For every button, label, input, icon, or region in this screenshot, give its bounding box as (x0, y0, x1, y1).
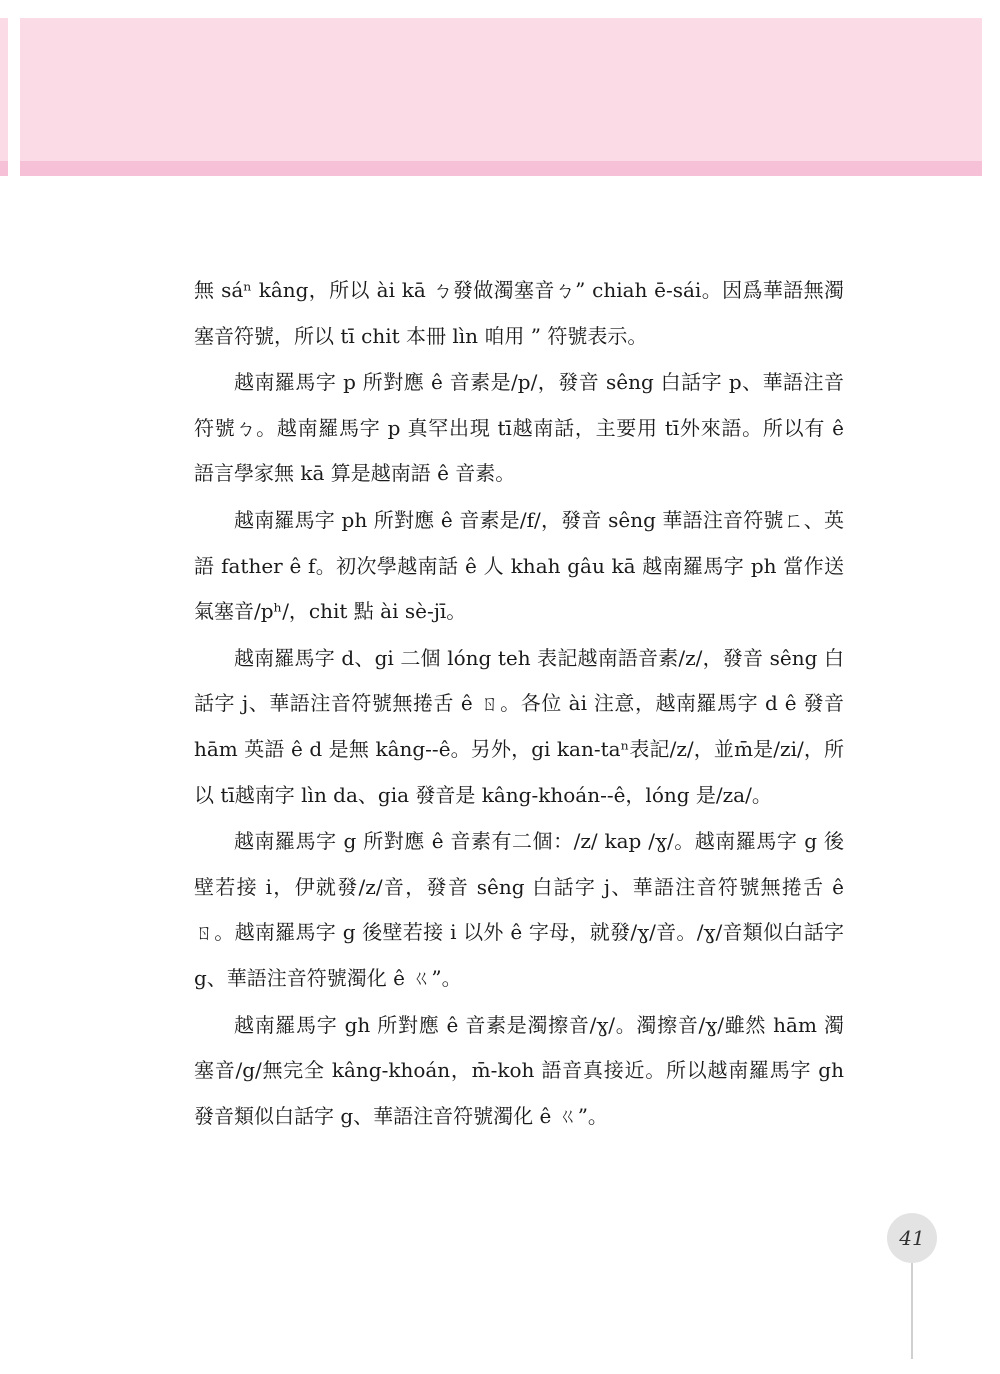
paragraph: 越南羅馬字 g 所對應 ê 音素有二個：/z/ kap /ɣ/。越南羅馬字 g 後壁若接 i，伊就發/z/音，發音 sêng 白話字 j、華語注音符號無捲舌 ê ㄖ。越南羅馬字 g 後壁若接 i 以外 ê 字母，就發/ɣ/音。/ɣ/音類似白話字 g、華語注音符號濁化 ê ㄍ”。 (194, 829, 844, 990)
paragraph: 越南羅馬字 ph 所對應 ê 音素是/f/，發音 sêng 華語注音符號ㄈ、英語 father ê f。初次學越南話 ê 人 khah gâu kā 越南羅馬字 ph 當作送氣塞音/pʰ/，chit 點 ài sè-jī。 (194, 507, 844, 624)
paragraph: 越南羅馬字 gh 所對應 ê 音素是濁擦音/ɣ/。濁擦音/ɣ/雖然 hām 濁塞音/g/無完全 kâng-khoán，m̄-koh 語音真接近。所以越南羅馬字 gh 發音類似白話字 g、華語注音符號濁化 ê ㄍ”。 (194, 1012, 844, 1128)
paragraph: 無 sáⁿ kâng，所以 ài kā ㄅ發做濁塞音ㄅ” chiah ē-sái。因爲華語無濁塞音符號，所以 tī chit 本冊 lìn 咱用 ” 符號表示。 (194, 278, 844, 348)
paragraph: 越南羅馬字 d、gi 二個 lóng teh 表記越南語音素/z/，發音 sêng 白話字 j、華語注音符號無捲舌 ê ㄖ。各位 ài 注意，越南羅馬字 d ê 發音 hām 英語 ê d 是無 kâng--ê。另外，gi kan-taⁿ表記/z/，並m̄是/zi/，所以 tī越南字 lìn da、gia 發音是 kâng-khoán--ê，lóng 是/za/。 (194, 645, 844, 807)
paragraph: 越南羅馬字 p 所對應 ê 音素是/p/，發音 sêng 白話字 p、華語注音符號ㄅ。越南羅馬字 p 真罕出現 tī越南話，主要用 tī外來語。所以有 ê 語言學家無 kā 算是越南語 ê 音素。 (194, 370, 844, 486)
body-text (194, 268, 844, 1139)
header-band (20, 18, 982, 161)
page-number: 41 (899, 1226, 925, 1250)
header-stripe (20, 161, 982, 176)
page-number-line (911, 1263, 913, 1359)
page-number-badge (887, 1213, 937, 1263)
left-margin-tab (0, 18, 8, 161)
left-margin-tab-stripe (0, 161, 8, 176)
